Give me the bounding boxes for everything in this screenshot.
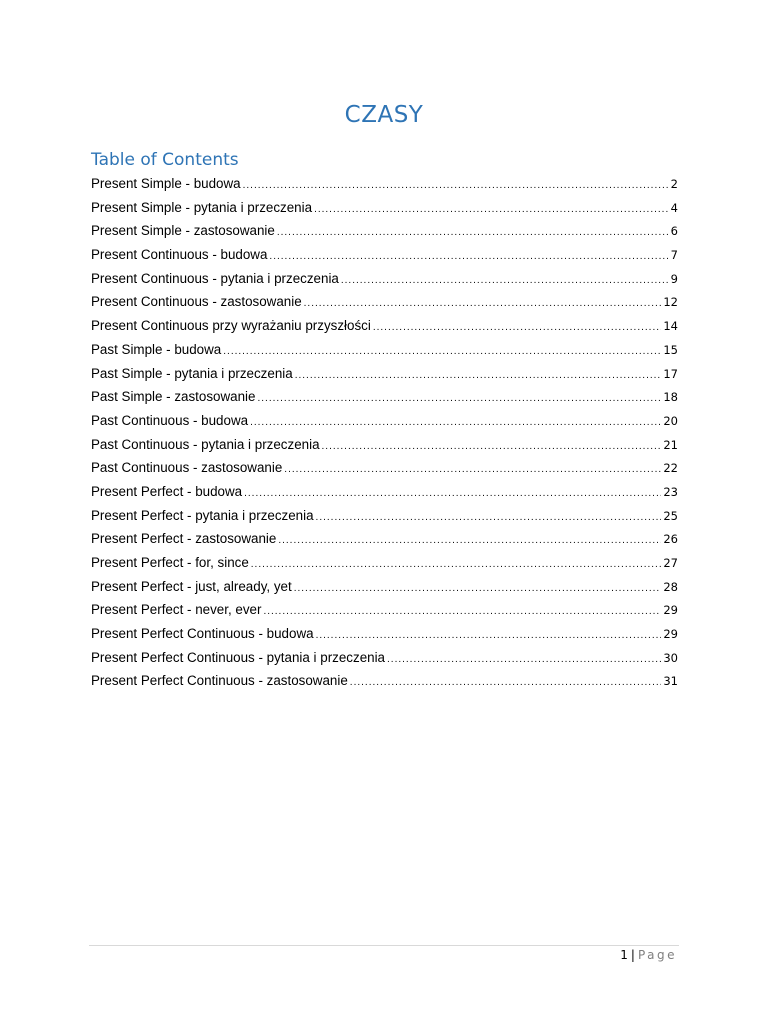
page-footer: [620, 948, 677, 962]
toc-entry[interactable]: [91, 646, 678, 670]
toc-entry[interactable]: [91, 219, 678, 243]
toc-entry-label: Present Perfect - for, since: [91, 555, 249, 570]
dot-leader: [243, 174, 669, 198]
toc-entry-label: Present Continuous - zastosowanie: [91, 294, 302, 310]
toc-entry[interactable]: [91, 669, 678, 693]
toc-entry-page: 20: [663, 413, 678, 428]
toc-entry-label: Present Perfect Continuous - budowa: [91, 626, 314, 642]
toc-entry-page: 30: [663, 650, 678, 665]
dot-leader: [322, 435, 662, 459]
toc-entry-page: 17: [663, 366, 678, 381]
toc-entry[interactable]: [91, 338, 678, 362]
toc-entry-label: Present Perfect - just, already, yet: [91, 578, 292, 594]
dot-leader: [294, 577, 662, 601]
dot-leader: [284, 458, 661, 482]
dot-leader: [314, 198, 669, 222]
dot-leader: [373, 316, 662, 340]
toc-entry-label: Present Continuous - pytania i przeczenia: [91, 270, 339, 286]
toc-entry-page: 22: [663, 461, 678, 476]
toc-entry-label: Past Simple - zastosowanie: [91, 389, 256, 405]
toc-entry-page: 18: [663, 390, 678, 405]
dot-leader: [387, 648, 661, 672]
dot-leader: [304, 292, 662, 316]
toc-entry[interactable]: [91, 456, 678, 480]
toc-entry-label: Present Perfect - never, ever: [91, 602, 262, 618]
toc-entry-label: Past Continuous - zastosowanie: [91, 460, 283, 476]
dot-leader: [244, 482, 661, 506]
toc-entry-page: 7: [670, 248, 678, 263]
document-title: CZASY: [344, 102, 424, 128]
toc-entry-page: 29: [663, 603, 678, 618]
dot-leader: [263, 600, 661, 624]
page-number: 1: [620, 948, 628, 962]
toc-entry[interactable]: [91, 362, 678, 386]
toc-entry-label: Present Perfect Continuous - pytania i przeczenia: [91, 649, 386, 665]
toc-entry[interactable]: [91, 290, 678, 314]
toc-entry-label: Present Perfect - zastosowanie: [91, 531, 277, 547]
toc-entry[interactable]: [91, 172, 678, 196]
toc-entry-label: Present Perfect Continuous - zastosowanie: [91, 673, 348, 689]
toc-entry[interactable]: [91, 196, 678, 220]
toc-entry-label: Present Simple - budowa: [91, 176, 241, 191]
toc-entry-label: Present Continuous przy wyrażaniu przyszłości: [91, 318, 371, 334]
toc-entry-page: 31: [663, 674, 678, 689]
toc-entry-page: 29: [663, 627, 678, 642]
toc-entry[interactable]: [91, 314, 678, 338]
toc-entry[interactable]: [91, 551, 678, 575]
toc-entry-label: Present Simple - pytania i przeczenia: [91, 199, 313, 215]
toc-entry-label: Past Continuous - budowa: [91, 412, 249, 428]
footer-separator: |: [630, 948, 635, 962]
toc-entry-label: Present Continuous - budowa: [91, 247, 268, 263]
toc-entry-page: 23: [663, 484, 678, 499]
toc-entry-page: 15: [663, 342, 678, 357]
toc-entry-page: 27: [663, 556, 678, 570]
dot-leader: [269, 245, 668, 269]
page-label: Page: [637, 948, 677, 962]
dot-leader: [250, 411, 661, 435]
toc-entry-page: 21: [663, 437, 678, 452]
toc-entry-label: Present Perfect - pytania i przeczenia: [91, 507, 314, 523]
dot-leader: [277, 221, 669, 245]
toc-entry[interactable]: [91, 409, 678, 433]
toc-entry-label: Past Continuous - pytania i przeczenia: [91, 436, 320, 452]
table-of-contents: [91, 172, 678, 693]
toc-entry[interactable]: [91, 480, 678, 504]
dot-leader: [341, 269, 669, 293]
toc-entry-label: Present Perfect - budowa: [91, 483, 243, 499]
toc-entry-label: Past Simple - budowa: [91, 341, 222, 357]
dot-leader: [350, 671, 662, 695]
toc-entry[interactable]: [91, 243, 678, 267]
toc-entry[interactable]: [91, 527, 678, 551]
toc-entry-label: Present Simple - zastosowanie: [91, 223, 275, 239]
toc-entry[interactable]: [91, 575, 678, 599]
toc-entry[interactable]: [91, 433, 678, 457]
toc-entry-label: Past Simple - pytania i przeczenia: [91, 365, 293, 381]
dot-leader: [316, 624, 662, 648]
toc-entry-page: 2: [670, 177, 678, 191]
toc-heading: Table of Contents: [91, 150, 239, 170]
footer-divider: [89, 945, 679, 946]
toc-entry[interactable]: [91, 598, 678, 622]
toc-entry-page: 9: [670, 271, 678, 286]
dot-leader: [316, 506, 662, 530]
dot-leader: [295, 364, 662, 388]
toc-entry-page: 6: [670, 224, 678, 239]
toc-entry[interactable]: [91, 267, 678, 291]
dot-leader: [223, 340, 661, 364]
toc-entry[interactable]: [91, 504, 678, 528]
toc-entry-page: 25: [663, 508, 678, 523]
toc-entry-page: 26: [663, 532, 678, 547]
toc-entry-page: 12: [663, 295, 678, 310]
toc-entry[interactable]: [91, 385, 678, 409]
toc-entry[interactable]: [91, 622, 678, 646]
toc-entry-page: 4: [670, 200, 678, 215]
dot-leader: [251, 553, 662, 577]
dot-leader: [278, 529, 661, 553]
toc-entry-page: 28: [663, 579, 678, 594]
toc-entry-page: 14: [663, 319, 678, 334]
dot-leader: [257, 387, 661, 411]
